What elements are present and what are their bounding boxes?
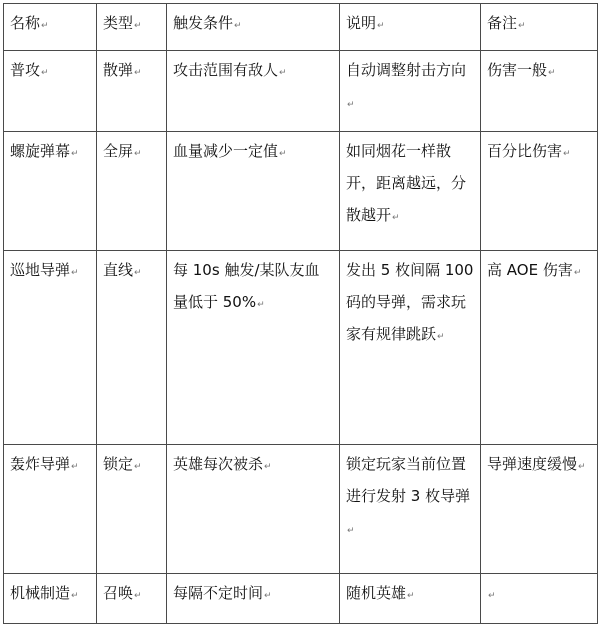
paragraph-mark-icon: ↵ — [563, 149, 571, 159]
cell-type: 锁定↵ — [97, 445, 167, 574]
paragraph-mark-icon: ↵ — [279, 68, 287, 78]
header-cell-type: 类型↵ — [97, 4, 167, 51]
paragraph-mark-icon: ↵ — [407, 591, 415, 601]
cell-trigger: 每 10s 触发/某队友血量低于 50%↵ — [167, 251, 340, 445]
header-cell-note: 备注↵ — [481, 4, 598, 51]
paragraph-mark-icon: ↵ — [41, 68, 49, 78]
cell-description: 自动调整射击方向↵ — [340, 51, 481, 132]
paragraph-mark-icon: ↵ — [264, 591, 272, 601]
cell-trigger: 英雄每次被杀↵ — [167, 445, 340, 574]
cell-trigger: 血量减少一定值↵ — [167, 132, 340, 251]
cell-type: 直线↵ — [97, 251, 167, 445]
paragraph-mark-icon: ↵ — [573, 268, 582, 278]
header-cell-name: 名称↵ — [4, 4, 97, 51]
paragraph-mark-icon: ↵ — [134, 68, 142, 78]
cell-note: 百分比伤害↵ — [481, 132, 598, 251]
paragraph-mark-icon: ↵ — [264, 462, 272, 472]
cell-type: 全屏↵ — [97, 132, 167, 251]
cell-description: 如同烟花一样散开，距离越远，分散越开↵ — [340, 132, 481, 251]
paragraph-mark-icon: ↵ — [392, 213, 400, 223]
header-cell-description: 说明↵ — [340, 4, 481, 51]
paragraph-mark-icon: ↵ — [134, 268, 142, 278]
paragraph-mark-icon: ↵ — [518, 21, 526, 31]
paragraph-mark-icon: ↵ — [347, 526, 355, 536]
paragraph-mark-icon: ↵ — [548, 68, 556, 78]
paragraph-mark-icon: ↵ — [41, 21, 49, 31]
paragraph-mark-icon: ↵ — [257, 300, 265, 310]
cell-note: 伤害一般↵ — [481, 51, 598, 132]
paragraph-mark-icon: ↵ — [71, 591, 79, 601]
cell-type: 散弹↵ — [97, 51, 167, 132]
table-row — [4, 574, 598, 624]
cell-note: 导弹速度缓慢↵ — [481, 445, 598, 574]
table-row — [4, 132, 598, 251]
cell-description: 随机英雄↵ — [340, 574, 481, 624]
table-row — [4, 251, 598, 445]
cell-note — [481, 574, 598, 624]
cell-type: 召唤↵ — [97, 574, 167, 624]
table-row — [4, 445, 598, 574]
table-header-row — [4, 4, 598, 51]
paragraph-mark-icon: ↵ — [279, 149, 287, 159]
paragraph-mark-icon: ↵ — [71, 149, 79, 159]
cell-name: 螺旋弹幕↵ — [4, 132, 97, 251]
paragraph-mark-icon: ↵ — [377, 21, 385, 31]
paragraph-mark-icon: ↵ — [488, 591, 496, 601]
paragraph-mark-icon: ↵ — [134, 462, 142, 472]
paragraph-mark-icon: ↵ — [134, 149, 142, 159]
paragraph-mark-icon: ↵ — [437, 332, 445, 342]
skill-table — [3, 3, 598, 624]
paragraph-mark-icon: ↵ — [578, 462, 586, 472]
paragraph-mark-icon: ↵ — [71, 268, 79, 278]
paragraph-mark-icon: ↵ — [134, 21, 142, 31]
header-cell-trigger: 触发条件↵ — [167, 4, 340, 51]
cell-name: 普攻↵ — [4, 51, 97, 132]
cell-name: 机械制造↵ — [4, 574, 97, 624]
paragraph-mark-icon: ↵ — [234, 21, 242, 31]
table-row — [4, 51, 598, 132]
cell-name: 轰炸导弹↵ — [4, 445, 97, 574]
cell-note: 高 AOE 伤害↵ — [481, 251, 598, 445]
cell-description: 锁定玩家当前位置进行发射 3 枚导弹↵ — [340, 445, 481, 574]
paragraph-mark-icon: ↵ — [347, 100, 355, 110]
paragraph-mark-icon: ↵ — [134, 591, 142, 601]
cell-trigger: 攻击范围有敌人↵ — [167, 51, 340, 132]
cell-name: 巡地导弹↵ — [4, 251, 97, 445]
cell-trigger: 每隔不定时间↵ — [167, 574, 340, 624]
paragraph-mark-icon: ↵ — [71, 462, 79, 472]
cell-description: 发出 5 枚间隔 100 码的导弹，需求玩家有规律跳跃↵ — [340, 251, 481, 445]
